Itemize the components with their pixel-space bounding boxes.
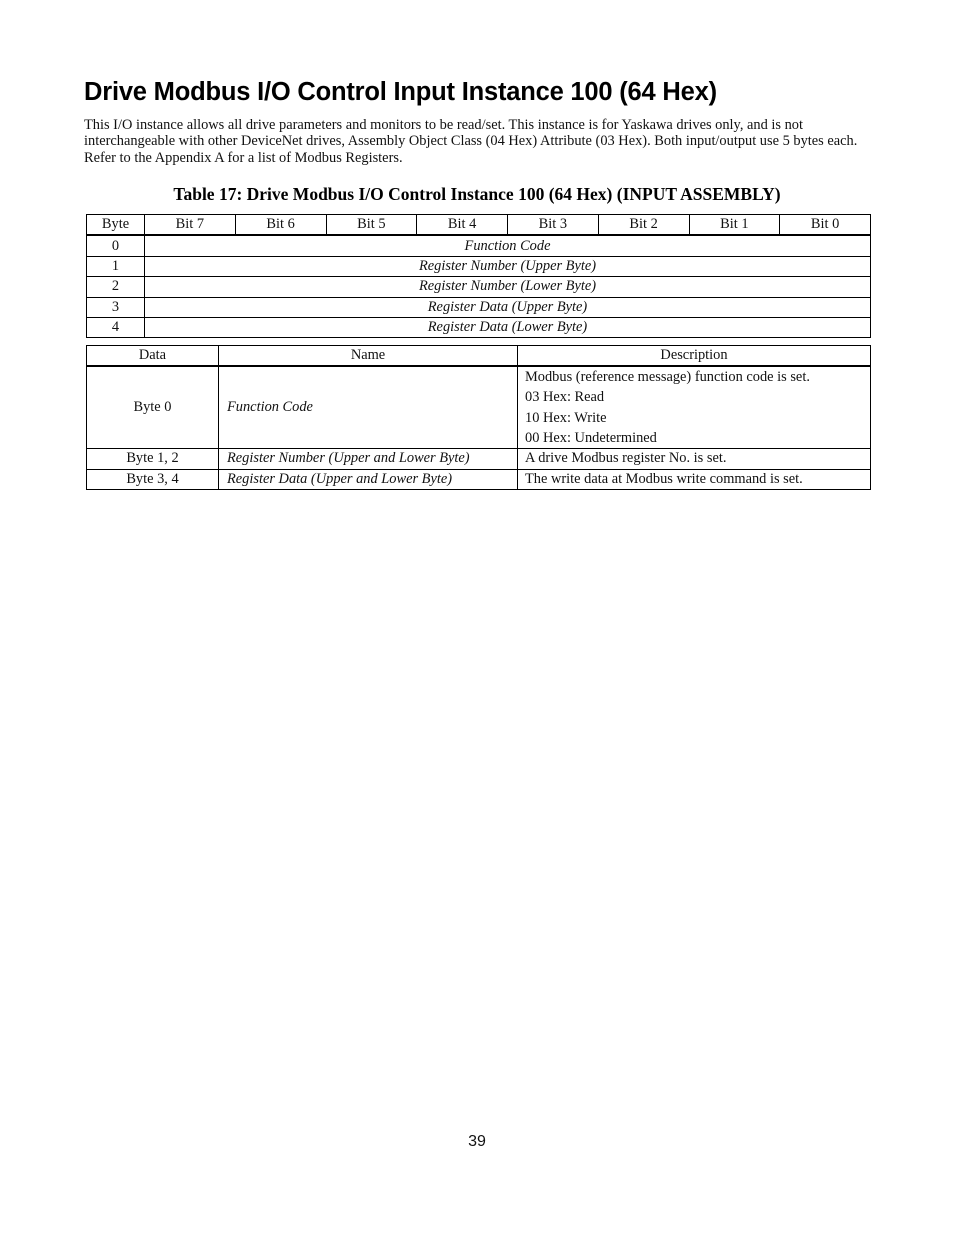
data-cell: Byte 1, 2 <box>87 449 219 469</box>
assembly-header-cell: Bit 1 <box>689 215 780 236</box>
assembly-header-cell: Bit 3 <box>508 215 599 236</box>
table-row <box>87 277 871 297</box>
page-number: 39 <box>468 1133 486 1150</box>
table-row <box>87 317 871 337</box>
page-title: Drive Modbus I/O Control Input Instance 100 (64 Hex) <box>84 78 717 106</box>
assembly-header-cell: Bit 7 <box>145 215 236 236</box>
intro-paragraph: This I/O instance allows all drive parameters and monitors to be read/set. This instance is for Yaskawa drives only, and is not interchangeable with other DeviceNet drives, Assembly Object Class (04 Hex) Attribute (03 Hex). Both input/output use 5 bytes each. Refer to the Appendix A for a list of Modbus Registers. <box>84 117 858 166</box>
name-cell: Register Data (Upper and Lower Byte) <box>219 469 518 489</box>
assembly-header-cell: Byte <box>87 215 145 236</box>
description-header-cell: Data <box>87 346 219 367</box>
assembly-table <box>86 214 871 338</box>
table-caption: Table 17: Drive Modbus I/O Control Instance 100 (64 Hex) (INPUT ASSEMBLY) <box>173 184 781 204</box>
assembly-header-cell: Bit 0 <box>780 215 871 236</box>
description-cell: The write data at Modbus write command is set. <box>518 469 871 489</box>
byte-cell: 4 <box>87 317 145 337</box>
description-line: 03 Hex: Read <box>525 389 605 406</box>
description-line: 00 Hex: Undetermined <box>525 429 657 446</box>
name-cell: Register Number (Upper and Lower Byte) <box>219 449 518 469</box>
table-row <box>87 235 871 256</box>
byte-cell: 0 <box>87 235 145 256</box>
table-row <box>87 449 871 469</box>
data-cell: Byte 3, 4 <box>87 469 219 489</box>
byte-content-cell: Function Code <box>145 235 871 256</box>
table-row <box>87 469 871 489</box>
assembly-header-cell: Bit 2 <box>598 215 689 236</box>
assembly-header-cell: Bit 6 <box>235 215 326 236</box>
description-header-row <box>87 346 871 367</box>
name-cell: Function Code <box>219 366 518 449</box>
table-row <box>87 256 871 276</box>
description-cell <box>518 366 871 449</box>
byte-content-cell: Register Data (Upper Byte) <box>145 297 871 317</box>
description-header-cell: Description <box>518 346 871 367</box>
byte-content-cell: Register Number (Upper Byte) <box>145 256 871 276</box>
byte-cell: 3 <box>87 297 145 317</box>
data-cell: Byte 0 <box>87 366 219 449</box>
description-header-cell: Name <box>219 346 518 367</box>
assembly-header-cell: Bit 4 <box>417 215 508 236</box>
description-table <box>86 345 871 490</box>
description-cell: A drive Modbus register No. is set. <box>518 449 871 469</box>
description-line: 10 Hex: Write <box>525 409 607 426</box>
byte-cell: 2 <box>87 277 145 297</box>
byte-content-cell: Register Number (Lower Byte) <box>145 277 871 297</box>
assembly-header-cell: Bit 5 <box>326 215 417 236</box>
table-row <box>87 297 871 317</box>
description-line: Modbus (reference message) function code is set. <box>525 369 810 385</box>
assembly-header-row <box>87 215 871 236</box>
table-row <box>87 366 871 449</box>
byte-cell: 1 <box>87 256 145 276</box>
byte-content-cell: Register Data (Lower Byte) <box>145 317 871 337</box>
